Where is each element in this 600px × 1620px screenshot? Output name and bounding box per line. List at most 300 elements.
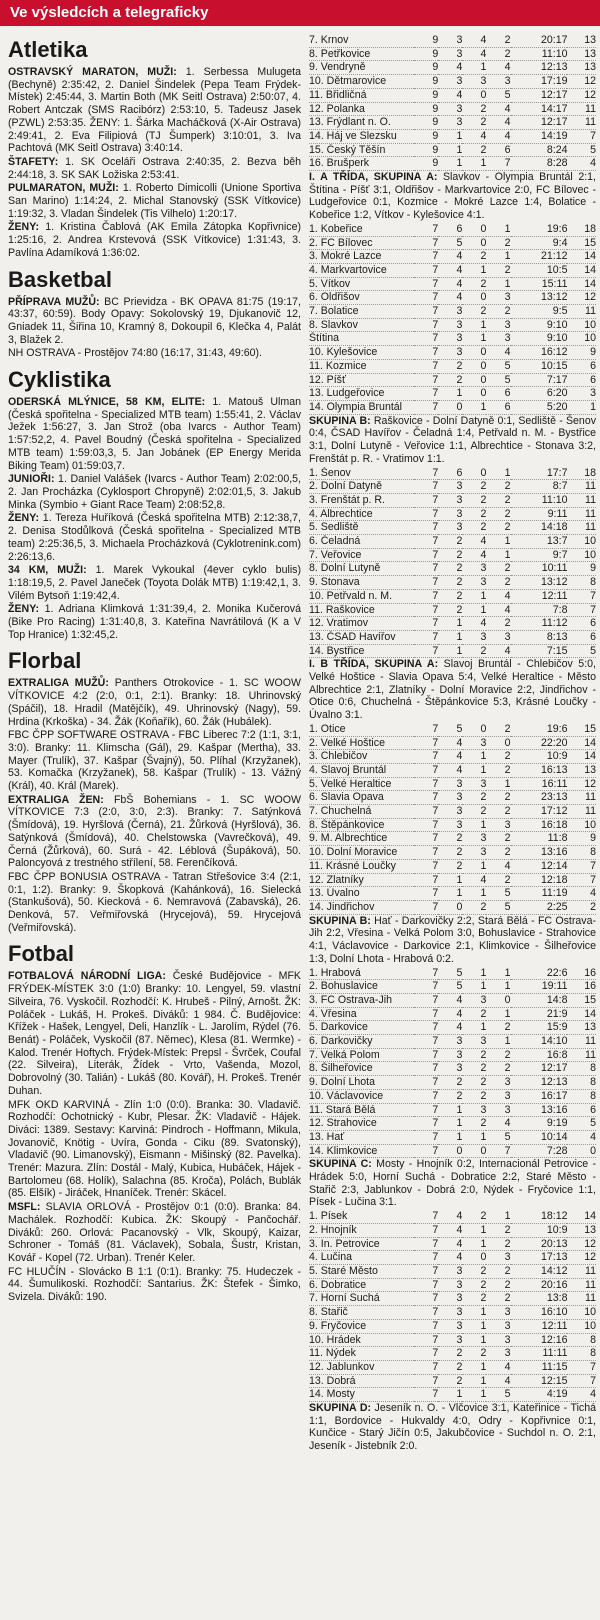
stat-cell: 1 — [504, 250, 511, 263]
table-row — [309, 1306, 596, 1320]
result-paragraph: ŠTAFETY: 1. SK Oceláři Ostrava 2:40:35, 2. Bezva běh 2:44:18, 3. SK SAK Ložiska 2:53:41. — [8, 155, 301, 181]
stat-cell: 8:28 — [546, 157, 568, 170]
stat-cell: 2 — [504, 47, 511, 60]
stat-cell: 7 — [432, 507, 439, 520]
stat-cell: 7 — [432, 1374, 439, 1387]
stat-cell: 2 — [456, 359, 463, 372]
stat-cell: 2 — [456, 1374, 463, 1387]
stat-cell: 15:11 — [541, 277, 568, 290]
stat-cell: 7 — [432, 630, 439, 643]
stat-cell: 3 — [456, 818, 463, 831]
stat-cell: 17:19 — [540, 75, 568, 88]
stat-cell: 11 — [585, 480, 596, 493]
stat-cell: 7 — [432, 1278, 439, 1291]
stat-cell: 0 — [480, 373, 487, 386]
table-row — [309, 980, 596, 994]
table-row — [309, 291, 596, 305]
stat-cell: 0 — [456, 1144, 463, 1157]
stat-cell: 7 — [432, 1130, 439, 1143]
stat-cell: 7 — [432, 966, 439, 979]
table-row — [309, 644, 596, 658]
stat-cell: 4 — [504, 116, 511, 129]
stat-cell: 4 — [590, 157, 596, 170]
stat-cell: 12:11 — [541, 589, 568, 602]
stat-cell: 7 — [432, 521, 439, 534]
stat-cell: 1 — [504, 1007, 511, 1020]
table-row — [309, 157, 596, 171]
stat-cell: 2 — [456, 562, 463, 575]
stat-cell: 7 — [432, 1237, 439, 1250]
team-cell: 8. Dolní Lutyně — [309, 562, 381, 575]
stat-cell: 3 — [480, 576, 487, 589]
table-row — [309, 277, 596, 291]
stat-cell: 1 — [480, 1319, 487, 1332]
stat-cell: 11:15 — [541, 1360, 568, 1373]
stat-cell: 2 — [590, 901, 596, 913]
table-row — [309, 359, 596, 373]
stat-cell: 4 — [480, 535, 487, 548]
stat-cell: 3 — [480, 630, 487, 643]
stat-cell: 16:12 — [540, 346, 568, 359]
section-header — [0, 0, 600, 26]
result-paragraph: MSFL: SLAVIA ORLOVÁ - Prostějov 0:1 (0:0). Branka: 84. Machálek. Rozhodčí: Kubica. ŽK: Skoupý - Pančochář. Diváků: 260. Orlová: Pacanovský - Vlk, Skoupý, Kaizar, Schroner - Tomáš (81. Václavek), Sobala, Šustr, Kristan, Kovář - Kopel (72. Urban). Trenér Keler. — [8, 1201, 301, 1264]
stat-cell: 7 — [432, 359, 439, 372]
table-row — [309, 1388, 596, 1402]
team-cell: 4. Markvartovice — [309, 263, 387, 276]
stat-cell: 9:11 — [547, 507, 568, 520]
stat-cell: 13:16 — [540, 1103, 568, 1116]
table-row — [309, 236, 596, 250]
table-row — [309, 1103, 596, 1117]
stat-cell: 1 — [480, 1021, 487, 1034]
team-cell: 6. Čeladná — [309, 535, 361, 548]
stat-cell: 12:17 — [540, 116, 568, 129]
stat-cell: 7 — [432, 763, 439, 776]
result-paragraph: EXTRALIGA ŽEN: FbŠ Bohemians - 1. SC WOOW VÍTKOVICE 7:3 (2:0, 3:0, 2:3). Branky: 7. Satýnková (Šmídová), 19. Hyršlová (Černá), 21. Žůrková (Hyršlová), 36. Satýnková (Šmídová), 40. Chelstowska (Vavrečková), 49. Černá (Žůrková), 60. Surá - 42. Léblová (Šupáková), 50. Paloncyová z trestného střílení, 58. Ferenčíková. — [8, 793, 301, 870]
stat-cell: 11:8 — [547, 832, 568, 845]
stat-cell: 4 — [590, 1388, 596, 1401]
result-paragraph: 34 KM, MUŽI: 1. Marek Vykoukal (4ever cyklo bulis) 1:18:19,5, 2. Pavel Janeček (Toyota Dolák MTB) 1:19:42,1, 3. Vilém Bytsoň 1:19:42,4. — [8, 564, 301, 602]
stat-cell: 3 — [456, 116, 463, 129]
stat-cell: 9:10 — [546, 332, 568, 345]
stat-cell: 4 — [480, 617, 487, 630]
stat-cell: 3 — [480, 777, 487, 790]
stat-cell: 2 — [480, 305, 487, 318]
table-row — [309, 1237, 596, 1251]
stat-cell: 1 — [480, 859, 487, 872]
stat-cell: 16:8 — [546, 1048, 568, 1061]
stat-cell: 3 — [504, 332, 511, 345]
stat-cell: 1 — [480, 818, 487, 831]
stat-cell: 7 — [590, 603, 596, 616]
stat-cell: 7 — [432, 617, 439, 630]
table-row — [309, 617, 596, 631]
stat-cell: 1 — [480, 1130, 487, 1143]
stat-cell: 7 — [432, 1347, 439, 1360]
stat-cell: 11 — [585, 493, 596, 506]
stat-cell: 5 — [456, 722, 463, 735]
stat-cell: 1 — [456, 644, 463, 657]
left-column — [8, 34, 301, 1618]
stat-cell: 2 — [504, 1223, 511, 1236]
stat-cell: 3 — [480, 1103, 487, 1116]
stat-cell: 2 — [480, 1076, 487, 1089]
stat-cell: 1 — [456, 387, 463, 400]
stat-cell: 12:16 — [540, 1333, 568, 1346]
stat-cell: 3 — [456, 493, 463, 506]
stat-cell: 7 — [432, 777, 439, 790]
stat-cell: 15 — [584, 993, 596, 1006]
table-row — [309, 1048, 596, 1062]
stat-cell: 4 — [504, 61, 511, 74]
stat-cell: 5 — [504, 359, 511, 372]
stat-cell: 18 — [584, 466, 596, 479]
stat-cell: 14 — [584, 250, 596, 263]
team-cell: 5. Sedliště — [309, 521, 359, 534]
stat-cell: 4 — [504, 346, 511, 359]
stat-cell: 7 — [432, 1333, 439, 1346]
stat-cell: 0 — [480, 722, 487, 735]
stat-cell: 1 — [504, 966, 511, 979]
stat-cell: 17:12 — [540, 805, 568, 818]
stat-cell: 7 — [432, 263, 439, 276]
stat-cell: 4 — [480, 548, 487, 561]
stat-cell: 3 — [480, 993, 487, 1006]
table-row — [309, 1264, 596, 1278]
standings-table — [309, 223, 596, 415]
stat-cell: 18:12 — [540, 1210, 568, 1223]
stat-cell: 7 — [432, 791, 439, 804]
header-title: Ve výsledcích a telegraficky — [10, 4, 209, 21]
team-cell: 3. Chlebičov — [309, 750, 368, 763]
team-cell: 10. Dětmarovice — [309, 75, 387, 88]
stat-cell: 7 — [432, 1210, 439, 1223]
team-cell: 5. Staré Město — [309, 1264, 378, 1277]
stat-cell: 5 — [504, 1130, 511, 1143]
stat-cell: 10 — [584, 535, 596, 548]
standings-table — [309, 967, 596, 1159]
stat-cell: 9:7 — [552, 548, 568, 561]
stat-cell: 10:14 — [540, 1130, 568, 1143]
team-cell: 8. Štěpánkovice — [309, 818, 385, 831]
stat-cell: 1 — [504, 277, 511, 290]
team-cell: 9. Fryčovice — [309, 1319, 367, 1332]
stat-cell: 3 — [456, 1264, 463, 1277]
stat-cell: 2 — [504, 617, 511, 630]
team-cell: 7. Bolatice — [309, 305, 359, 318]
stat-cell: 2 — [504, 1021, 511, 1034]
table-row — [309, 1319, 596, 1333]
stat-cell: 7 — [432, 387, 439, 400]
stat-cell: 7 — [432, 1021, 439, 1034]
stat-cell: 9:5 — [552, 305, 568, 318]
result-paragraph: PŘÍPRAVA MUŽŮ: BC Prievidza - BK OPAVA 81:75 (19:17, 43:37, 60:59). Body Opavy: Sokolovský 19, Djukanovič 12, Gniadek 11, Šiřina 10, Kramný 8, Dokoupil 6, Klečka 4, Palát 3, Blažek 2. — [8, 295, 301, 346]
stat-cell: 20:16 — [540, 1278, 568, 1291]
stat-cell: 9 — [432, 116, 439, 129]
team-cell: 11. Nýdek — [309, 1347, 356, 1360]
stat-cell: 4 — [456, 1223, 463, 1236]
stat-cell: 7 — [432, 1089, 439, 1102]
stat-cell: 2 — [456, 548, 463, 561]
team-cell: 11. Krásné Loučky — [309, 859, 396, 872]
stat-cell: 1 — [456, 1130, 463, 1143]
stat-cell: 11 — [585, 305, 596, 318]
stat-cell: 17:7 — [546, 466, 568, 479]
stat-cell: 2 — [480, 102, 487, 115]
stat-cell: 2 — [504, 507, 511, 520]
stat-cell: 3 — [504, 318, 511, 331]
stat-cell: 7:17 — [546, 373, 568, 386]
standings-table — [309, 1210, 596, 1402]
stat-cell: 1 — [480, 763, 487, 776]
stat-cell: 21:12 — [540, 250, 568, 263]
stat-cell: 9:4 — [552, 236, 568, 249]
stat-cell: 1 — [480, 603, 487, 616]
team-cell: 1. Otice — [309, 722, 346, 735]
stat-cell: 2 — [480, 901, 487, 913]
team-cell: 2. Velké Hoštice — [309, 736, 385, 749]
stat-cell: 2 — [456, 832, 463, 845]
stat-cell: 4 — [456, 1210, 463, 1223]
stat-cell: 3 — [456, 777, 463, 790]
stat-cell: 2 — [504, 722, 511, 735]
stat-cell: 2 — [456, 1347, 463, 1360]
stat-cell: 7 — [432, 993, 439, 1006]
stat-cell: 4 — [456, 277, 463, 290]
stat-cell: 14 — [584, 263, 596, 276]
team-cell: 7. Chuchelná — [309, 805, 372, 818]
table-row — [309, 1333, 596, 1347]
stat-cell: 12 — [584, 1237, 596, 1250]
stat-cell: 7 — [432, 1103, 439, 1116]
table-row — [309, 387, 596, 401]
team-cell: 9. Vendryně — [309, 61, 366, 74]
result-paragraph: ŽENY: 1. Kristina Čablová (AK Emila Zátopka Kopřivnice) 1:25:16, 2. Andrea Krstevová (SSK Vítkovice) 1:31:43, 3. Pavlína Adamíková 1:36:02. — [8, 221, 301, 259]
stat-cell: 3 — [504, 1319, 511, 1332]
stat-cell: 2 — [504, 763, 511, 776]
stat-cell: 2 — [504, 521, 511, 534]
stat-cell: 11 — [585, 1035, 596, 1048]
table-row — [309, 859, 596, 873]
result-paragraph: SKUPINA C: Mosty - Hnojník 0:2, Internacionál Petrovice - Hrádek 5:0, Horní Suchá - Dobratice 2:2, Staré Město - Stařič 2:3, Jablunkov - Dobrá 2:0, Nýdek - Fryčovice 1:1, Písek - Lučina 3:1. — [309, 1158, 596, 1209]
stat-cell: 5 — [590, 1117, 596, 1130]
table-row — [309, 102, 596, 116]
stat-cell: 2 — [480, 507, 487, 520]
stat-cell: 13 — [584, 61, 596, 74]
stat-cell: 4 — [456, 61, 463, 74]
result-paragraph: FOTBALOVÁ NÁRODNÍ LIGA: České Budějovice - MFK FRÝDEK-MÍSTEK 3:0 (1:0) Branky: 10. Lengyel, 59. vlastní Silveira, 76. Vyskočil. Rozhodčí: K. Hrubeš - Pilný, Arnošt. ŽK: Poláček - Lukáš, H. Prokeš. Diváků: 1 984. Č. Budějovice: Křížek - Hašek, Lengyel, Deli, Hanzlík - L. Jarolím, Rýdel (76. Benát) - Poláček, Vyskočil (87. Němec), Klesa (81. Wermke) - Kalod. Trenér Hoftych. Frýdek-Místek: Prepsl - Švrček, Coufal (22. Silveira), Literák, Žídek - Vrto, Vašenda, Mozol, Dobrovolný (30. Talián) - Lukáš (80. Kovář), H. Prokeš. Trenér Duhan. — [8, 970, 301, 1097]
stat-cell: 4 — [456, 291, 463, 304]
table-row — [309, 61, 596, 75]
stat-cell: 9 — [590, 832, 596, 845]
stat-cell: 9 — [432, 34, 439, 46]
stat-cell: 7 — [432, 1062, 439, 1075]
team-cell: 10. Dolní Moravice — [309, 846, 398, 859]
result-paragraph: FBC ČPP SOFTWARE OSTRAVA - FBC Liberec 7:2 (1:1, 3:1, 3:0). Branky: 11. Klimscha (Gál), 29. Kašpar (Mertha), 33. Mayer (Trulík), 37. Kašpar (Švajný), 50. Plíhal (Krzyžanek), 53. Komačka (Krzyžanek), 58. Kašpar (Trulík) - 13. Vážný (Král), 40. Král (Marek). — [8, 729, 301, 793]
stat-cell: 16:10 — [540, 1306, 568, 1319]
stat-cell: 2 — [456, 589, 463, 602]
stat-cell: 10:11 — [541, 562, 568, 575]
stat-cell: 5 — [504, 373, 511, 386]
table-row — [309, 887, 596, 901]
stat-cell: 2 — [504, 805, 511, 818]
stat-cell: 11:10 — [541, 47, 568, 60]
stat-cell: 14 — [584, 1210, 596, 1223]
team-cell: 8. Petřkovice — [309, 47, 371, 60]
stat-cell: 12 — [584, 291, 596, 304]
team-cell: 12. Píšť — [309, 373, 346, 386]
table-row — [309, 493, 596, 507]
team-cell: 3. FC Ostrava-Jih — [309, 993, 393, 1006]
stat-cell: 9 — [432, 88, 439, 101]
stat-cell: 0 — [456, 400, 463, 413]
team-cell: 10. Kylešovice — [309, 346, 378, 359]
stat-cell: 14 — [584, 277, 596, 290]
stat-cell: 12 — [584, 777, 596, 790]
team-cell: 9. Dolní Lhota — [309, 1076, 375, 1089]
table-row — [309, 535, 596, 549]
stat-cell: 4 — [480, 47, 487, 60]
stat-cell: 0 — [480, 346, 487, 359]
stat-cell: 5 — [504, 901, 511, 913]
stat-cell: 4 — [480, 873, 487, 886]
stat-cell: 0 — [504, 736, 511, 749]
stat-cell: 5 — [590, 143, 596, 156]
stat-cell: 8 — [590, 846, 596, 859]
table-row — [309, 143, 596, 157]
stat-cell: 15 — [584, 236, 596, 249]
stat-cell: 7 — [590, 859, 596, 872]
team-cell: 2. Hnojník — [309, 1223, 357, 1236]
stat-cell: 7 — [432, 400, 439, 413]
team-cell: 4. Slavoj Bruntál — [309, 763, 387, 776]
stat-cell: 7 — [590, 873, 596, 886]
standings-table — [309, 34, 596, 171]
stat-cell: 9 — [590, 346, 596, 359]
stat-cell: 5 — [504, 887, 511, 900]
right-column — [309, 34, 596, 1618]
stat-cell: 3 — [456, 318, 463, 331]
stat-cell: 5:20 — [546, 400, 568, 413]
stat-cell: 1 — [456, 630, 463, 643]
team-cell: 13. Ludgeřovice — [309, 387, 385, 400]
table-row — [309, 47, 596, 61]
stat-cell: 13 — [584, 1223, 596, 1236]
stat-cell: 2 — [456, 1360, 463, 1373]
stat-cell: 14 — [584, 736, 596, 749]
stat-cell: 0 — [480, 222, 487, 235]
table-row — [309, 901, 596, 915]
stat-cell: 1 — [504, 1035, 511, 1048]
stat-cell: 7:28 — [546, 1144, 568, 1157]
stat-cell: 2 — [480, 644, 487, 657]
stat-cell: 3 — [456, 1062, 463, 1075]
table-row — [309, 832, 596, 846]
stat-cell: 7 — [432, 901, 439, 913]
stat-cell: 7 — [432, 236, 439, 249]
stat-cell: 7 — [432, 576, 439, 589]
team-cell: 4. Albrechtice — [309, 507, 373, 520]
stat-cell: 4 — [456, 1251, 463, 1264]
stat-cell: 1 — [456, 617, 463, 630]
stat-cell: 1 — [456, 1117, 463, 1130]
table-row — [309, 1278, 596, 1292]
stat-cell: 7 — [504, 157, 511, 170]
table-row — [309, 480, 596, 494]
team-cell: 4. Lučina — [309, 1251, 352, 1264]
stat-cell: 1 — [480, 966, 487, 979]
stat-cell: 4 — [456, 750, 463, 763]
table-row — [309, 1076, 596, 1090]
result-paragraph: ŽENY: 1. Tereza Huříková (Česká spořitelna MTB) 2:12:38,7, 2. Denisa Stodůlková (Česká spořitelna - Specialized MTB team) 2:25:36,5, 3. Michaela Procházková (Cyklotrenink.com) 2:26:13,6. — [8, 512, 301, 563]
stat-cell: 7 — [590, 589, 596, 602]
stat-cell: 1 — [504, 466, 511, 479]
stat-cell: 3 — [456, 791, 463, 804]
stat-cell: 8 — [590, 1089, 596, 1102]
team-cell: 13. Úvalno — [309, 887, 360, 900]
stat-cell: 7 — [432, 535, 439, 548]
team-cell: 13. Frýdlant n. O. — [309, 116, 391, 129]
stat-cell: 3 — [456, 305, 463, 318]
stat-cell: 7 — [432, 603, 439, 616]
stat-cell: 16:13 — [540, 763, 568, 776]
table-row — [309, 373, 596, 387]
stat-cell: 13:16 — [540, 846, 568, 859]
stat-cell: 7 — [432, 332, 439, 345]
stat-cell: 9 — [432, 61, 439, 74]
stat-cell: 3 — [456, 507, 463, 520]
stat-cell: 2 — [480, 1278, 487, 1291]
stat-cell: 2 — [480, 805, 487, 818]
stat-cell: 15 — [584, 722, 596, 735]
stat-cell: 5 — [456, 966, 463, 979]
team-cell: 8. Slavkov — [309, 318, 358, 331]
stat-cell: 14:18 — [540, 521, 568, 534]
stat-cell: 12:18 — [540, 873, 568, 886]
result-paragraph: PULMARATON, MUŽI: 1. Roberto Dimicolli (Unione Sportiva San Marino) 1:14:24, 2. Michal Stanovský (SSK Vítkovice) 1:19:32, 3. Vladan Šindelek (Tis Vilhelo) 1:20:17. — [8, 182, 301, 220]
stat-cell: 7 — [432, 980, 439, 993]
stat-cell: 7 — [432, 493, 439, 506]
stat-cell: 11:12 — [541, 617, 568, 630]
stat-cell: 4 — [456, 1021, 463, 1034]
stat-cell: 13 — [584, 1021, 596, 1034]
stat-cell: 16 — [584, 966, 596, 979]
stat-cell: 4 — [504, 603, 511, 616]
table-row — [309, 603, 596, 617]
stat-cell: 7 — [432, 1388, 439, 1401]
stat-cell: 3 — [504, 1089, 511, 1102]
stat-cell: 4 — [504, 1117, 511, 1130]
team-cell: 12. Jablunkov — [309, 1360, 375, 1373]
stat-cell: 1 — [480, 1223, 487, 1236]
stat-cell: 7 — [432, 291, 439, 304]
stat-cell: 1 — [480, 332, 487, 345]
stat-cell: 3 — [590, 387, 596, 400]
team-cell: 13. ČSAD Havířov — [309, 630, 396, 643]
stat-cell: 9 — [432, 143, 439, 156]
stat-cell: 0 — [480, 1251, 487, 1264]
stat-cell: 19:6 — [546, 222, 568, 235]
stat-cell: 7 — [590, 1360, 596, 1373]
team-cell: 10. Petřvald n. M. — [309, 589, 393, 602]
result-paragraph: ŽENY: 1. Adriana Klimková 1:31:39,4, 2. Monika Kučerová (Bike Pro Racing) 1:31:40,8, 3. Kateřina Navrátilová (K a V Top Hranice) 1:32:45,2. — [8, 603, 301, 641]
result-paragraph: NH OSTRAVA - Prostějov 74:80 (16:17, 31:43, 49:60). — [8, 347, 262, 360]
stat-cell: 8:13 — [546, 630, 568, 643]
stat-cell: 7:15 — [546, 644, 568, 657]
stat-cell: 14:10 — [540, 1035, 568, 1048]
stat-cell: 2 — [504, 263, 511, 276]
stat-cell: 3 — [504, 75, 511, 88]
